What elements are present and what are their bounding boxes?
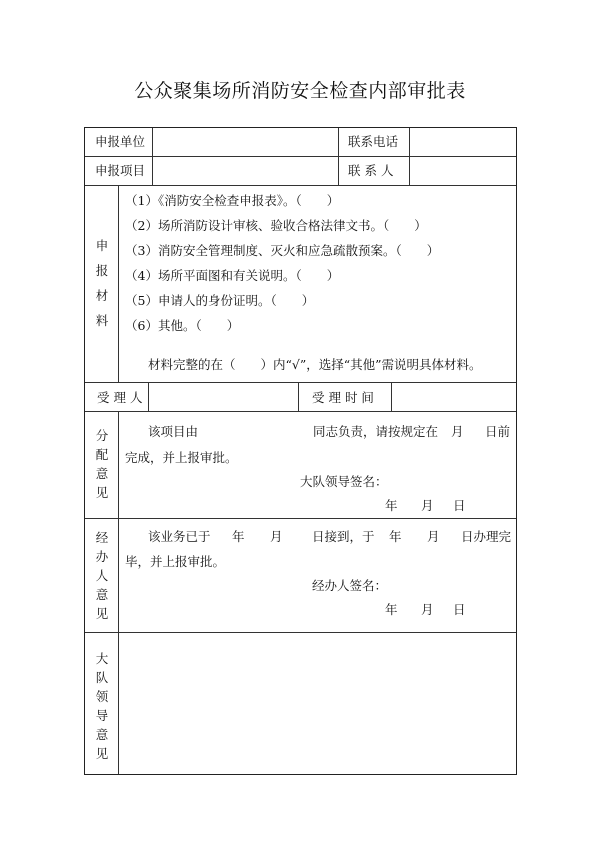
row-divider xyxy=(85,411,516,412)
col-divider xyxy=(152,128,153,185)
handler-date-year: 年 xyxy=(385,602,398,617)
handler-year: 年 xyxy=(232,529,245,544)
assignment-date-year: 年 xyxy=(385,498,398,513)
approval-form xyxy=(84,127,517,775)
receiver-label: 受 理 人 xyxy=(97,390,143,405)
row-divider xyxy=(85,632,516,633)
assignment-text: 完成，并上报审批。 xyxy=(125,450,238,465)
handler-sign-label: 经办人签名： xyxy=(312,578,388,593)
receiver-field[interactable] xyxy=(155,392,291,406)
accept-time-field[interactable] xyxy=(398,392,510,406)
handler-month: 月 xyxy=(427,529,440,544)
applicant-unit-label: 申报单位 xyxy=(95,134,146,149)
assignment-date-day: 日 xyxy=(453,498,466,513)
materials-section-label: 申 报 材 料 xyxy=(95,238,109,328)
handler-section-label: 经 办 人 意 见 xyxy=(95,530,109,621)
assignment-section-label: 分 配 意 见 xyxy=(95,428,109,500)
assignment-text: 该项目由 xyxy=(148,424,199,439)
contact-person-field[interactable] xyxy=(416,165,511,179)
assignment-sign-label: 大队领导签名： xyxy=(300,474,388,489)
row-divider xyxy=(85,518,516,519)
page-title: 公众聚集场所消防安全检查内部审批表 xyxy=(134,80,466,102)
col-divider xyxy=(391,382,392,411)
contact-person-label: 联 系 人 xyxy=(348,163,394,178)
materials-item[interactable]: （4）场所平面图和有关说明。（ ） xyxy=(125,268,340,283)
handler-text: 该业务已于 xyxy=(148,529,211,544)
assignment-day: 日前 xyxy=(485,424,511,439)
contact-phone-label: 联系电话 xyxy=(348,134,399,149)
col-divider xyxy=(118,185,119,382)
assignment-month: 月 xyxy=(451,424,464,439)
handler-year: 年 xyxy=(389,529,402,544)
assignment-text: 同志负责，请按规定在 xyxy=(313,424,439,439)
col-divider xyxy=(148,382,149,411)
handler-signature-field[interactable] xyxy=(395,578,505,594)
row-divider xyxy=(85,185,516,186)
handler-date-day: 日 xyxy=(453,602,466,617)
row-divider xyxy=(85,156,516,157)
col-divider xyxy=(409,128,410,185)
row-divider xyxy=(85,382,516,383)
handler-text: 日办理完 xyxy=(461,529,512,544)
applicant-unit-field[interactable] xyxy=(159,136,331,150)
assignment-date-month: 月 xyxy=(421,498,434,513)
materials-item[interactable]: （1）《消防安全检查申报表》。（ ） xyxy=(125,193,340,208)
col-divider xyxy=(338,128,339,185)
assignment-signature-field[interactable] xyxy=(395,474,505,490)
handler-date-month: 月 xyxy=(421,602,434,617)
contact-phone-field[interactable] xyxy=(416,136,511,150)
handler-text: 日接到，于 xyxy=(312,529,375,544)
project-label: 申报项目 xyxy=(95,163,146,178)
col-divider xyxy=(298,382,299,411)
leader-opinion-field[interactable] xyxy=(125,642,510,767)
materials-item[interactable]: （6）其他。（ ） xyxy=(125,318,240,333)
materials-note: 材料完整的在（ ）内“√”，选择“其他”需说明具体材料。 xyxy=(148,357,482,372)
handler-text: 毕，并上报审批。 xyxy=(125,554,226,569)
accept-time-label: 受 理 时 间 xyxy=(312,390,374,405)
materials-item[interactable]: （5）申请人的身份证明。（ ） xyxy=(125,293,315,308)
handler-month: 月 xyxy=(270,529,283,544)
col-divider xyxy=(118,411,119,774)
leader-section-label: 大 队 领 导 意 见 xyxy=(95,651,109,761)
materials-item[interactable]: （2）场所消防设计审核、验收合格法律文书。（ ） xyxy=(125,218,427,233)
project-field[interactable] xyxy=(159,165,331,179)
materials-item[interactable]: （3）消防安全管理制度、灭火和应急疏散预案。（ ） xyxy=(125,243,440,258)
